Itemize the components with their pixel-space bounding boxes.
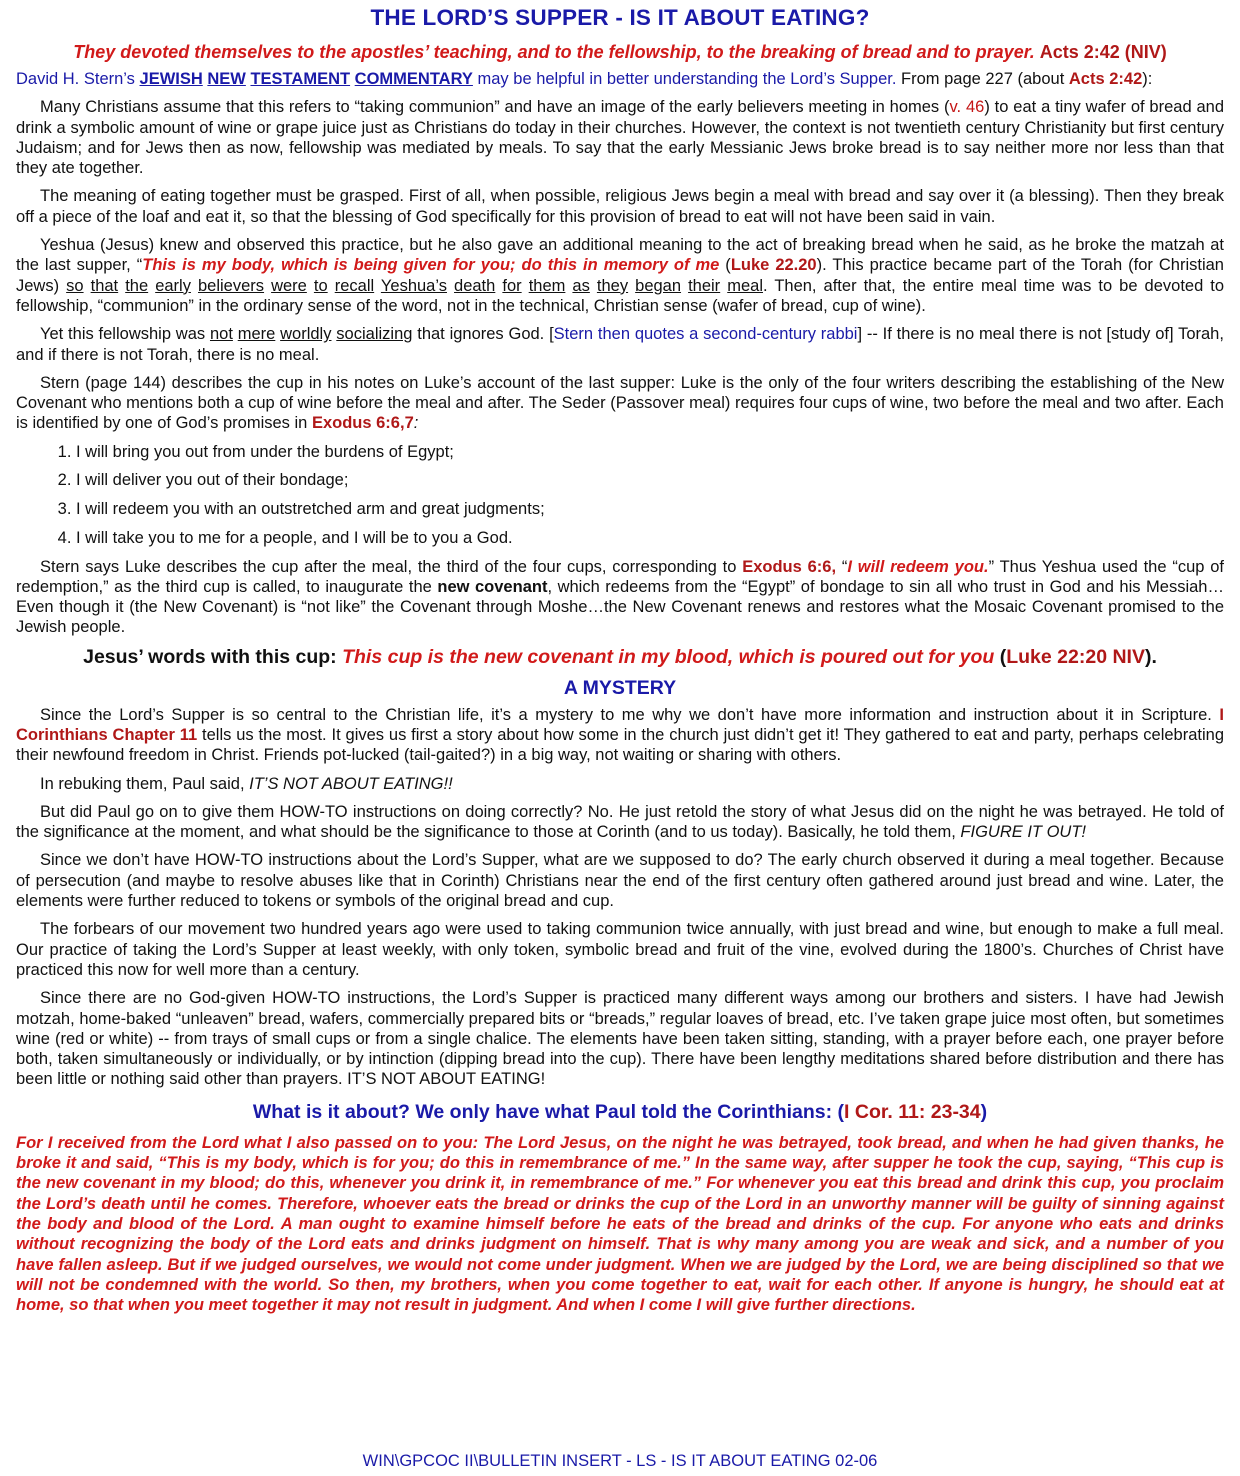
body-paragraph: In rebuking them, Paul said, IT’S NOT ABOUT EATING!! [40,774,453,793]
underlined-word: as [572,276,590,295]
editor-note: Stern then quotes a second-century rabbi [553,325,858,344]
underlined-word: recall [334,276,375,295]
body-paragraph: Yeshua (Jesus) knew and observed this practice, but he also gave an additional meaning to the act of breaking bread when he said, as he broke the matzah at the last supper, “This is my body, which is being given for you; do this in memory of me (Luke 22.20). This practice became part of the Torah (for Christian Jews) so that the early believers were to recall Yeshua’s death for them as they began their meal. Then, after that, the entire meal time was to be devoted to fellowship, “communion” in the ordinary sense of the word, not in the technical, Christian sense (wafer of bread, cup of wine). [16,236,1225,315]
scripture-reference: I Cor. 11: 23-34 [844,1100,981,1123]
scripture-quote: This is my body, which is being given for you; do this in memory of me [142,256,720,275]
list-item: 2. I will deliver you out of their bondage; [76,470,1224,490]
scripture-reference: Exodus 6:6, [742,557,837,576]
underlined-word: were [271,276,307,295]
underlined-word: believers [198,276,265,295]
underlined-word: to [313,276,328,295]
underlined-word: for [502,276,522,295]
epigraph-quote: They devoted themselves to the apostles’ teaching, and to the fellowship, to the breaking of bread and to prayer. [73,42,1035,62]
body-paragraph: Stern says Luke describes the cup after the meal, the third of the four cups, corresponding to Exodus 6:6, “I will redeem you.” Thus Yeshua used the “cup of redemption,” as the third cup is called, to inaugurate the new covenant, which redeems from the “Egypt” of bondage to sin all who trust in God and his Messiah…Even though it (the New Covenant) is “not like” the Covenant through Moshe…the New Covenant renews and restores what the Mosaic Covenant promised to the Jewish people. [16,557,1224,637]
cup-words-line: Jesus’ words with this cup: This cup is the new covenant in my blood, which is poured out for you (Luke 22:20 NIV). [83,645,1157,668]
underlined-phrase [66,277,763,295]
scripture-reference: Exodus 6:6,7 [311,414,414,433]
document-page [16,4,1224,1315]
underlined-word: that [90,276,119,295]
scripture-passage: For I received from the Lord what I also passed on to you: The Lord Jesus, on the night he was betrayed, took bread, and when he had given thanks, he broke it and said, “This is my body, which is for you; do this in remembrance of me.” In the same way, after supper he took the cup, saying, “This cup is the new covenant in my blood; do this, whenever you drink it, in remembrance of me.” For whenever you eat this bread and drink this cup, you proclaim the Lord’s death until he comes. Therefore, whoever eats the bread or drinks the cup of the Lord in an unworthy manner will be guilty of sinning against the body and blood of the Lord. A man ought to examine himself before he eats of the bread and drinks of the cup. For anyone who eats and drinks without recognizing the body of the Lord eats and drinks judgment on himself. That is why many among you are weak and sick, and a number of you have fallen asleep. But if we judged ourselves, we would not come under judgment. When we are judged by the Lord, we are being disciplined so that we will not be condemned with the world. So then, my brothers, when you come together to eat, wait for each other. If anyone is hungry, he should eat at home, so that when you meet together it may not result in judgment. And when I come I will give further directions. [16,1133,1224,1315]
underlined-word: early [155,276,191,295]
body-paragraph: Since the Lord’s Supper is so central to the Christian life, it’s a mystery to me why we don’t have more information and instruction about it in Scripture. I Corinthians Chapter 11 tells us the most. It gives us first a story about how some in the church just didn’t get it! They gathered to eat and party, perhaps celebrating their newfound freedom in Christ. Friends pot-lucked (tail-gaited?) in a big way, not waiting or sharing with others. [16,705,1225,765]
body-paragraph: Yet this fellowship was not mere worldly socializing that ignores God. [Stern then quotes a second-century rabbi] -- If there is no meal there is not [study of] Torah, and if there is not Torah, there is no meal. [16,325,1224,364]
body-paragraph: The forbears of our movement two hundred years ago were used to taking communion twice annually, with just bread and wine, but enough to make a full meal. Our practice of taking the Lord’s Supper at least weekly, with only token, symbolic bread and fruit of the vine, evolved during the 1800’s. Churches of Christ have practiced this now for well more than a century. [16,920,1224,979]
list-item: 4. I will take you to me for a people, and I will be to you a God. [76,528,1224,548]
body-paragraph: But did Paul go on to give them HOW-TO instructions on doing correctly? No. He just retold the story of what Jesus did on the night he was betrayed. He told of the significance at the moment, and what should be the significance to those at Corinth (and to us today). Basically, he told them, FIGURE IT OUT! [16,802,1224,842]
underlined-word: death [454,276,496,295]
epigraph-reference: Acts 2:42 (NIV) [1039,42,1167,62]
scripture-quote: This cup is the new covenant in my blood, which is poured out for you [342,645,995,668]
body-paragraph: Stern (page 144) describes the cup in his notes on Luke’s account of the last supper: Luke is the only of the four writers describing the establishing of the New Covenant who mentions both a cup of wine before the meal and after. The Seder (Passover meal) requires four cups of wine, two before the meal and two after. Each is identified by one of God’s promises in Exodus 6:6,7: [16,373,1224,433]
underlined-word: so [66,276,84,295]
document-title: THE LORD’S SUPPER - IS IT ABOUT EATING? [370,5,870,30]
underlined-word: meal [727,276,763,295]
book-title-word: TESTAMENT [250,70,351,88]
list-item: 1. I will bring you out from under the burdens of Egypt; [76,442,1224,462]
body-paragraph: Many Christians assume that this refers to “taking communion” and have an image of the early believers meeting in homes (v. 46) to eat a tiny wafer of bread and drink a symbolic amount of wine or grape juice just as Christians do today in their churches. However, the context is not twentieth century Christianity but first century Judaism; and for Jews then as now, fellowship was mediated by meals. To say that the early Messianic Jews broke bread is to say neither more nor less than that they ate together. [16,98,1225,178]
section-heading: A MYSTERY [563,676,677,699]
intro-paragraph: David H. Stern’s JEWISH NEW TESTAMENT COMMENTARY may be helpful in better understanding the Lord’s Supper. From page 227 (about Acts 2:42): [16,70,1153,88]
underlined-word: Yeshua’s [380,276,447,295]
list-item: 3. I will redeem you with an outstretched arm and great judgments; [76,499,1224,519]
book-title-word: JEWISH [139,70,203,88]
book-title-word: COMMENTARY [354,70,473,88]
body-paragraph: The meaning of eating together must be grasped. First of all, when possible, religious Jews begin a meal with bread and say over it (a blessing). Then they break off a piece of the loaf and eat it, so that the blessing of God specifically for this provision of bread to eat will not have been said in vain. [16,187,1224,226]
body-paragraph: Since we don’t have HOW-TO instructions about the Lord’s Supper, what are we supposed to do? The early church observed it during a meal together. Because of persecution (and maybe to resolve abuses like that in Corinth) Christians near the end of the first century often gathered around just bread and wine. Later, the elements were further reduced to tokens or symbols of the original bread and cup. [16,851,1224,911]
scripture-reference: I Corinthians Chapter 11 [16,705,1224,744]
scripture-reference: Acts 2:42 [1068,70,1143,88]
underlined-word: began [635,276,682,295]
scripture-quote: I will redeem you. [847,557,989,576]
epigraph [16,40,1224,64]
section-question: What is it about? We only have what Paul told the Corinthians: (I Cor. 11: 23-34) [252,1100,988,1123]
promises-list [16,442,1224,548]
underlined-word: the [125,276,149,295]
body-paragraph: Since there are no God-given HOW-TO instructions, the Lord’s Supper is practiced many different ways among our brothers and sisters. I have had Jewish motzah, home-baked “unleaven” bread, wafers, commercially prepared bits or “breads,” regular loaves of bread, etc. I’ve taken grape juice most often, but sometimes wine (red or white) -- from trays of small cups or from a single chalice. The elements have been taken sitting, standing, with a prayer before each, one prayer before both, taken simultaneously or individually, or by intinction (dipping bread into the cup). There have been lengthy meditations shared before distribution and there has been little or nothing said other than prayers. IT’S NOT ABOUT EATING! [16,989,1224,1089]
book-title-word: NEW [207,70,246,88]
scripture-reference: Luke 22:20 NIV [1006,645,1145,668]
file-path-footer: WIN\GPCOC II\BULLETIN INSERT - LS - IS IT ABOUT EATING 02-06 [362,1452,878,1470]
underlined-word: their [688,276,721,295]
scripture-reference: Luke 22.20 [730,256,817,275]
underlined-word: them [528,276,566,295]
underlined-word: they [596,276,629,295]
scripture-reference: v. 46 [949,98,985,117]
